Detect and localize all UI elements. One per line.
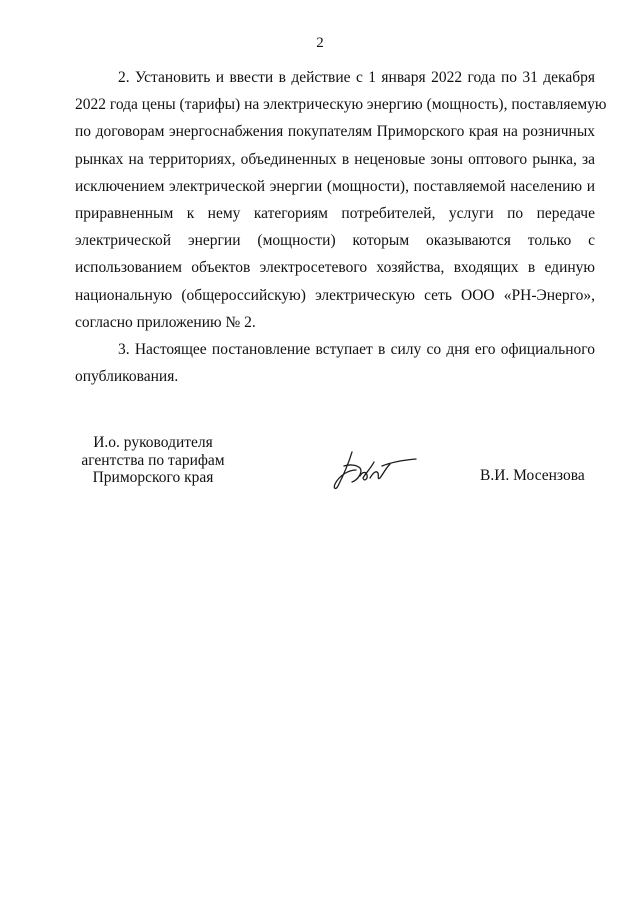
text-line: национальную (общероссийскую) электрическую сеть ООО «РН-Энерго», bbox=[75, 286, 595, 304]
page-number: 2 bbox=[316, 35, 324, 51]
paragraph-3 bbox=[75, 336, 595, 390]
text-line: 2. Установить и ввести в действие с 1 января 2022 года по 31 декабря bbox=[118, 69, 595, 86]
text-line: 2022 года цены (тарифы) на электрическую энергию (мощность), поставляемую bbox=[75, 96, 607, 114]
text-line: опубликования. bbox=[75, 368, 179, 386]
text-line: 3. Настоящее постановление вступает в силу со дня его официального bbox=[118, 341, 595, 359]
text-line: приравненным к нему категориям потребителей, услуги по передаче bbox=[75, 205, 595, 223]
signer-name: В.И. Мосензова bbox=[480, 467, 585, 484]
signatory-title-line: агентства по тарифам bbox=[81, 451, 225, 469]
handwritten-signature bbox=[330, 446, 420, 492]
text-line: рынках на территориях, объединенных в неценовые зоны оптового рынка, за bbox=[75, 150, 595, 168]
document-body bbox=[75, 64, 607, 390]
text-line: исключением электрической энергии (мощности), поставляемой населению и bbox=[75, 177, 595, 195]
text-line: использованием объектов электросетевого хозяйства, входящих в единую bbox=[75, 259, 595, 277]
signatory-title-line: И.о. руководителя bbox=[93, 434, 213, 451]
paragraph-2 bbox=[75, 64, 607, 336]
signatory-title-line: Приморского края bbox=[92, 469, 214, 486]
text-line: по договорам энергоснабжения покупателям Приморского края на розничных bbox=[75, 123, 595, 141]
text-line: электрической энергии (мощности) которым оказываются только с bbox=[75, 232, 595, 250]
text-line: согласно приложению № 2. bbox=[75, 313, 256, 331]
signatory-title bbox=[78, 434, 228, 487]
